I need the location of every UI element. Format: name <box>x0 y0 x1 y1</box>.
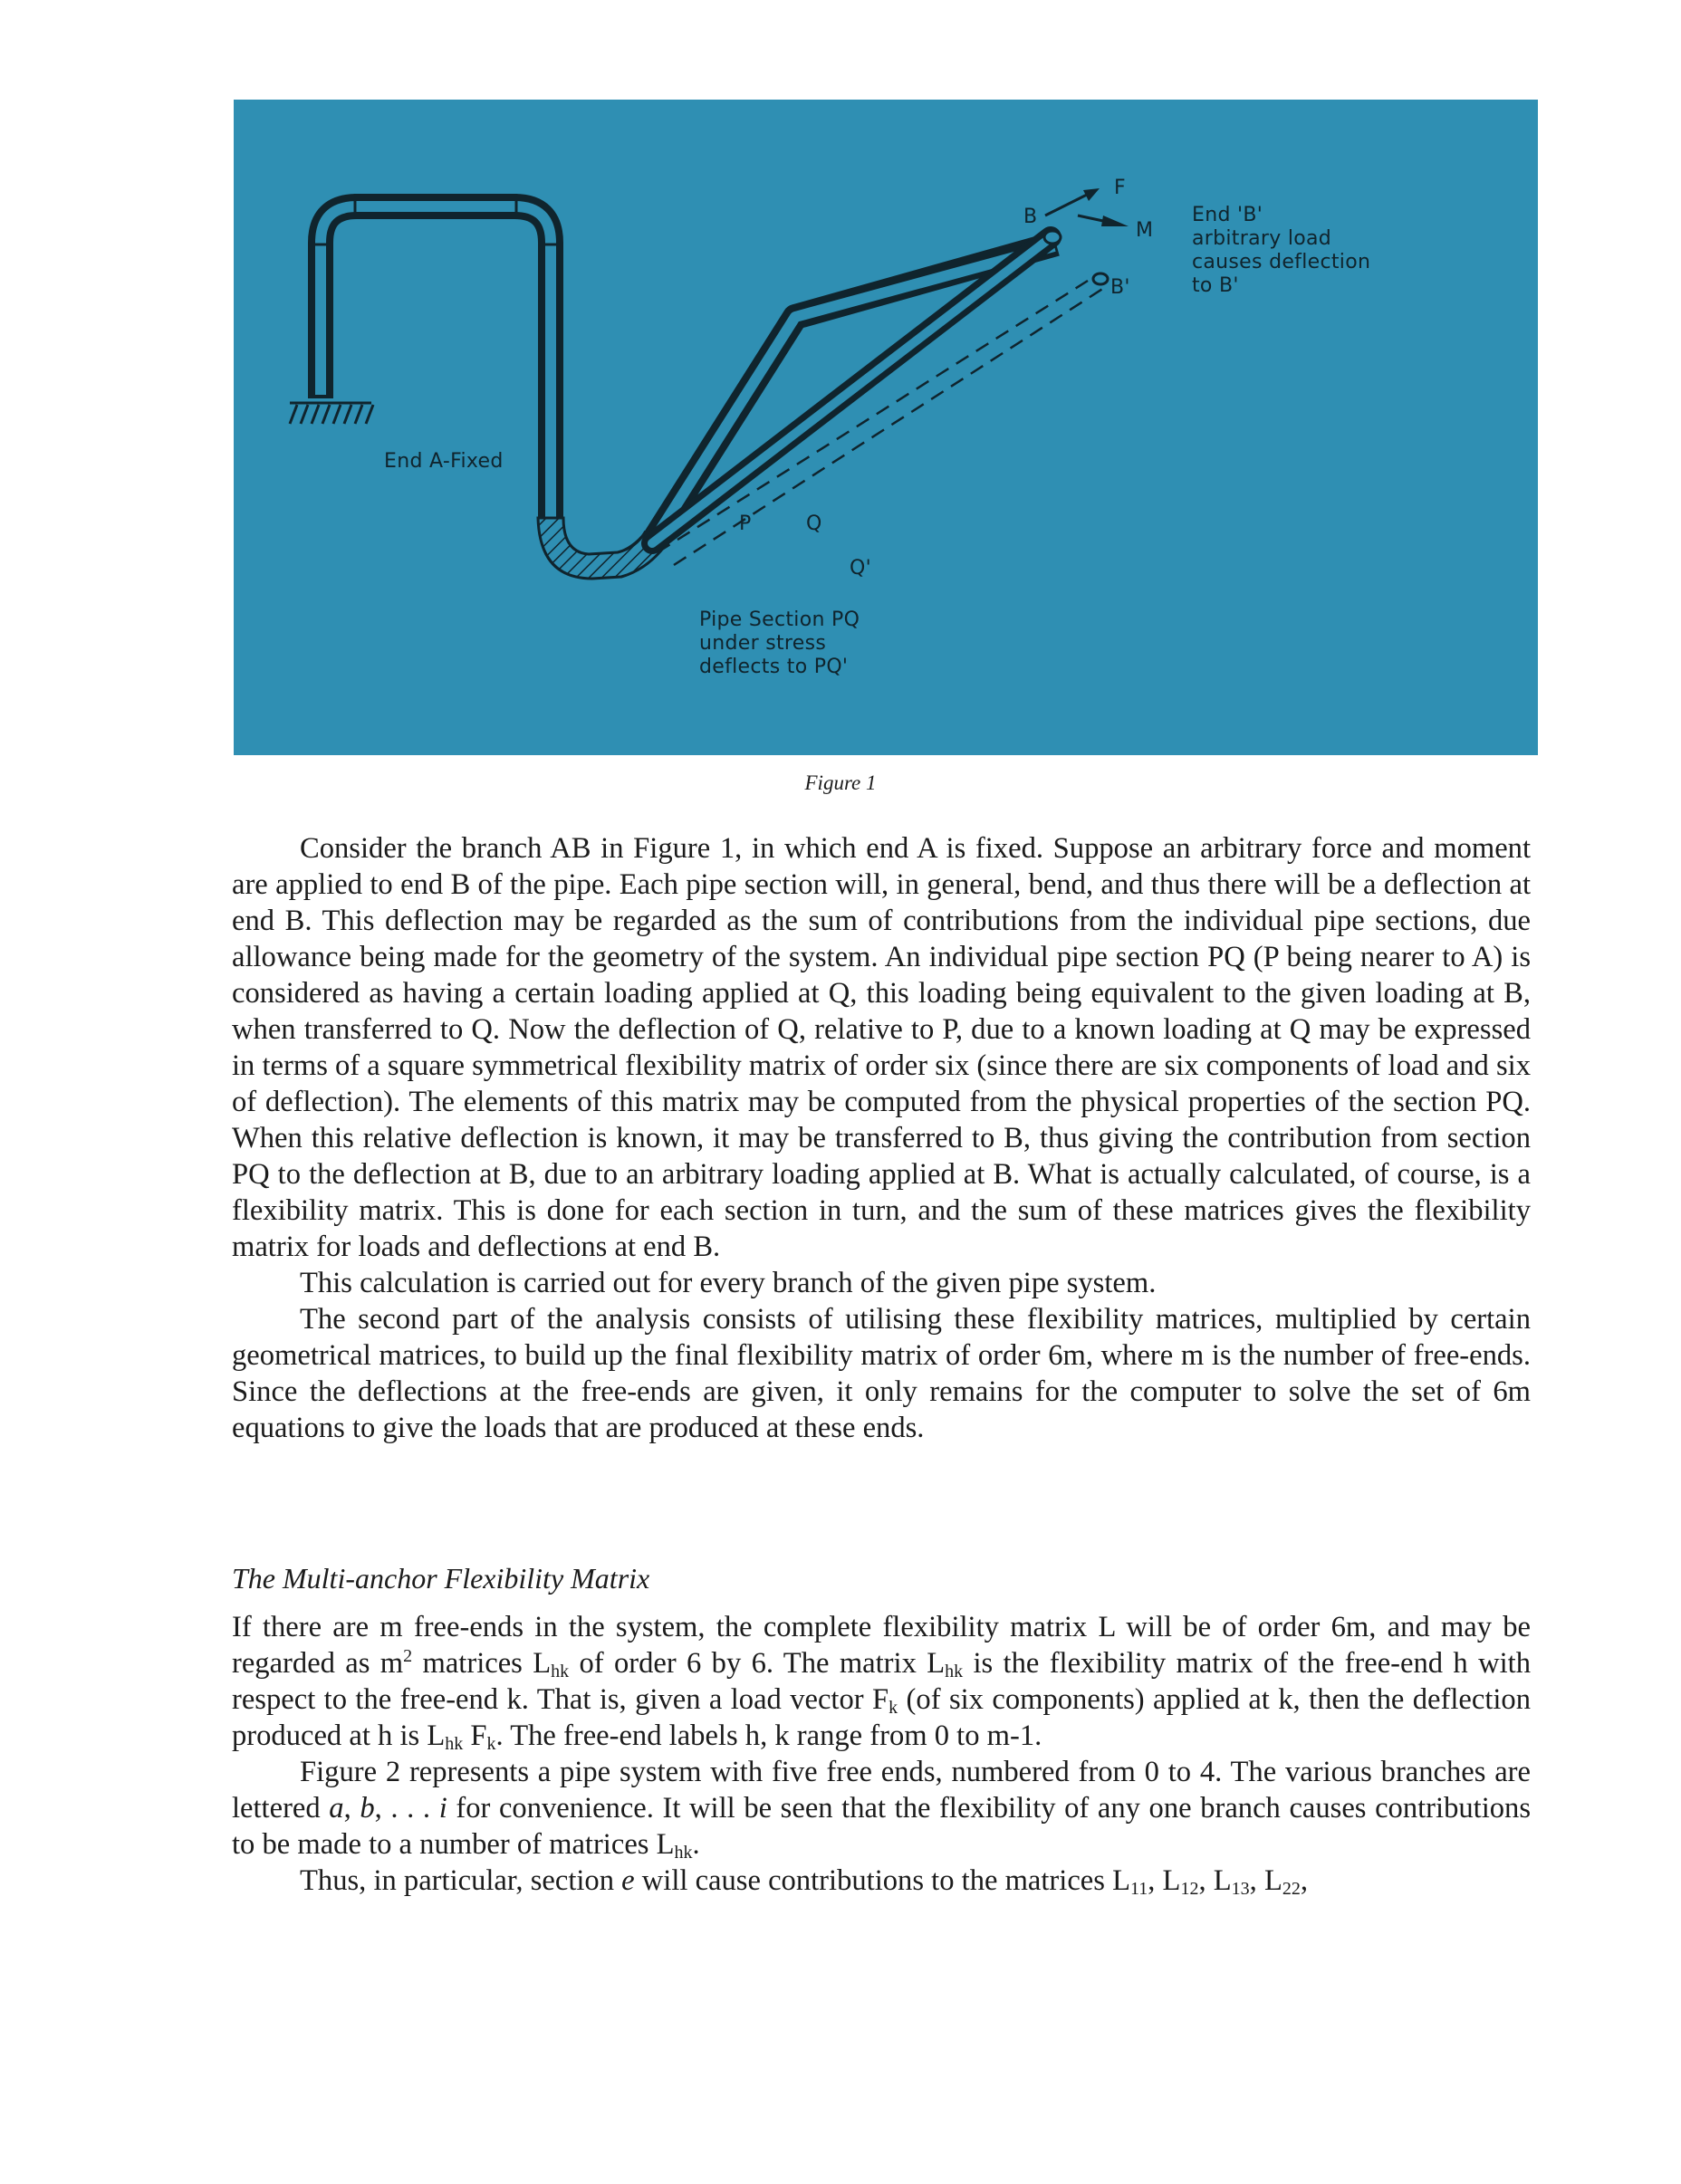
paragraph: If there are m free-ends in the system, the complete flexibility matrix L will be of order 6m, and may be regarded as $m^2$ matrices $L_{hk}$ of order 6 by 6. The matrix $L_{hk}$ is the flexibility matrix of the free-end h with respect to the free-end k. That is, given a load vector $F_k$ (of six components) applied at k, then the deflection produced at h is $L_{hk}$ $F_k$. The free-end labels h, k range from 0 to m-1. <box>232 1611 1532 1754</box>
figure-1 <box>234 100 1538 755</box>
paragraph: Thus, in particular, section e will cause contributions to the matrices $L_{11}$, $L_{12}$, $L_{13}$, $L_{22}$, <box>300 1864 1309 1899</box>
paragraph: Figure 2 represents a pipe system with five free ends, numbered from 0 to 4. The various branches are lettered a, b, . . . i for convenience. It will be seen that the flexibility of any one branch causes contributions to be made to a number of matrices $L_{hk}$. <box>232 1756 1532 1863</box>
body-section-2 <box>232 1609 1531 1899</box>
svg-text:End 'B': End 'B' <box>1192 204 1263 226</box>
label-end-a: End A-Fixed <box>384 450 504 473</box>
paragraph: This calculation is carried out for every branch of the given pipe system. <box>300 1267 1157 1299</box>
paragraph: Consider the branch AB in Figure 1, in which end A is fixed. Suppose an arbitrary force and moment are applied to end B of the pipe. Each pipe section will, in general, bend, and thus there will be a deflection at end B. This deflection may be regarded as the sum of contributions from the individual pipe sections, due allowance being made for the geometry of the system. An individual pipe section PQ (P being nearer to A) is considered as having a certain loading applied at Q, this loading being equivalent to the given loading at B, when transferred to Q. Now the deflection of Q, relative to P, due to a known loading at Q may be expressed in terms of a square symmetrical flexibility matrix of order six (since there are six components of load and six of deflection). The elements of this matrix may be computed from the physical properties of the section PQ. When this relative deflection is known, it may be transferred to B, thus giving the contribution from section PQ to the deflection at B, due to an arbitrary loading applied at B. What is actually calculated, of course, is a flexibility matrix. This is done for each section in turn, and the sum of these matrices gives the flexibility matrix for loads and deflections at end B. <box>232 832 1531 1263</box>
svg-text:deflects to PQ': deflects to PQ' <box>699 656 849 678</box>
svg-text:causes deflection: causes deflection <box>1192 251 1371 273</box>
label-m: M <box>1136 219 1154 242</box>
pipe-diagram <box>234 100 1538 755</box>
b-prime-end <box>1093 273 1108 284</box>
body-section-1 <box>232 830 1531 1446</box>
fixed-support <box>290 403 373 424</box>
label-f: F <box>1114 177 1126 199</box>
moment-arrow <box>1078 216 1129 226</box>
section-heading: The Multi-anchor Flexibility Matrix <box>232 1562 650 1595</box>
label-b: B <box>1023 206 1038 228</box>
end-b-note <box>1192 204 1370 297</box>
paragraph: The second part of the analysis consists of utilising these flexibility matrices, multiplied by certain geometrical matrices, to build up the final flexibility matrix of order 6m, where m is the number of free-ends. Since the deflections at the free-ends are given, it only remains for the computer to solve the set of 6m equations to give the loads that are produced at these ends. <box>232 1303 1531 1444</box>
label-b-prime: B' <box>1110 276 1130 299</box>
figure-caption: Figure 1 <box>804 771 877 794</box>
svg-text:arbitrary load: arbitrary load <box>1192 227 1332 250</box>
svg-text:under stress: under stress <box>699 632 827 655</box>
pipe-leg-qb <box>652 231 1061 543</box>
label-p: P <box>739 512 752 535</box>
svg-text:to B': to B' <box>1192 274 1239 297</box>
force-arrow <box>1045 188 1100 216</box>
label-q-prime: Q' <box>850 557 871 580</box>
label-q: Q <box>806 512 822 535</box>
section-note <box>699 608 860 678</box>
svg-text:Pipe Section PQ: Pipe Section PQ <box>699 608 860 631</box>
